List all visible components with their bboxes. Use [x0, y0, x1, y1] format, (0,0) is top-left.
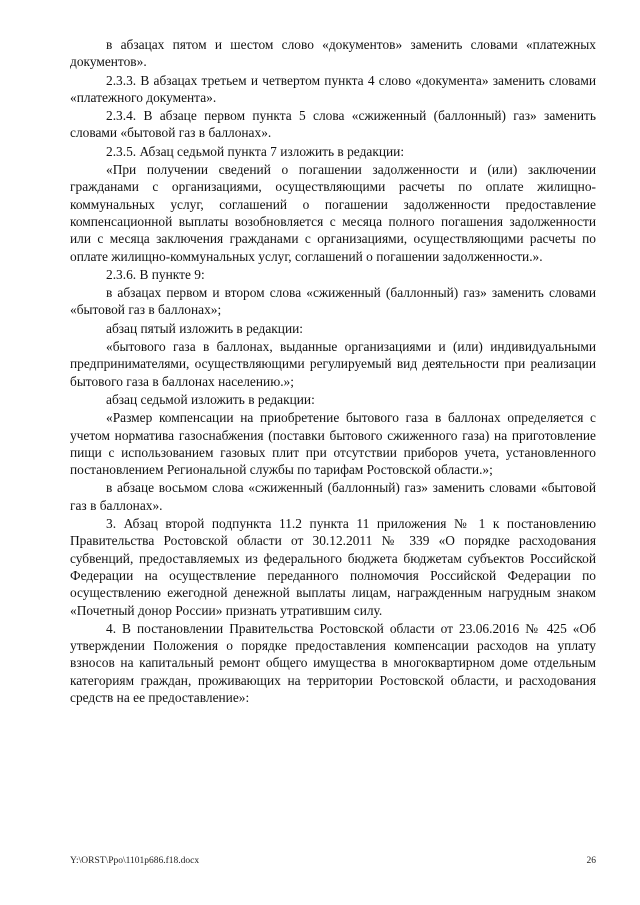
- paragraph-1: в абзацах пятом и шестом слово «документов» заменить словами «платежных документов».: [70, 37, 596, 70]
- paragraph-12: в абзаце восьмом слова «сжиженный (баллонный) газ» заменить словами «бытовой газ в баллонах».: [70, 480, 596, 513]
- paragraph-10: абзац седьмой изложить в редакции:: [106, 391, 315, 407]
- paragraph-7: в абзацах первом и втором слова «сжиженный (баллонный) газ» заменить словами «бытовой газ в баллонах»;: [70, 285, 596, 318]
- paragraph-6: 2.3.6. В пункте 9:: [106, 266, 205, 282]
- paragraph-8: абзац пятый изложить в редакции:: [106, 320, 304, 336]
- paragraph-14: 4. В постановлении Правительства Ростовской области от 23.06.2016 № 425 «Об утверждении Положения о порядке предоставления компенсации расходов на уплату взносов на капитальный ремонт общего имущества в многоквартирном доме отдельным категориям граждан, проживающих на территории Ростовской области, и расходования средств на ее предоставление»:: [70, 620, 596, 705]
- document-body: [70, 36, 596, 707]
- paragraph-9: «бытового газа в баллонах, выданные организациями и (или) индивидуальными предпринимателями, осуществляющими регулируемый вид деятельности при реализации бытового газа в баллонах населению.»;: [70, 339, 596, 389]
- footer-file-path: Y:\ORST\Ppo\1101p686.f18.docx: [70, 856, 200, 866]
- paragraph-13: 3. Абзац второй подпункта 11.2 пункта 11 приложения № 1 к постановлению Правительства Ростовской области от 30.12.2011 № 339 «О порядке расходования субвенций, предоставляемых из федерального бюджета бюджетам субъектов Российской Федерации на осуществление переданного полномочия Российской Федерации по осуществлению ежегодной денежной выплаты лицам, награжденным нагрудным знаком «Почетный донор России» признать утратившим силу.: [70, 516, 596, 618]
- paragraph-3: 2.3.4. В абзаце первом пункта 5 слова «сжиженный (баллонный) газ» заменить словами «бытовой газ в баллонах».: [70, 108, 596, 141]
- paragraph-2: 2.3.3. В абзацах третьем и четвертом пункта 4 слово «документа» заменить словами «платежного документа».: [70, 72, 596, 105]
- paragraph-5: «При получении сведений о погашении задолженности и (или) заключении гражданами с организациями, осуществляющими расчеты по оплате жилищно-коммунальных услуг, соглашений о погашении задолженности предоставление компенсационной выплаты возобновляется с месяца полного погашения задолженности или с месяца заключения гражданами с организациями, осуществляющими расчеты по оплате жилищно-коммунальных услуг, соглашений о погашении задолженности.».: [70, 162, 596, 264]
- page-number: 26: [586, 856, 596, 866]
- paragraph-11: «Размер компенсации на приобретение бытового газа в баллонах определяется с учетом норматива газоснабжения (поставки бытового сжиженного газа) на приготовление пищи с использованием газовых плит при отсутствии приборов учета, установленного постановлением Региональной службы по тарифам Ростовской области.»;: [70, 410, 596, 478]
- paragraph-4: 2.3.5. Абзац седьмой пункта 7 изложить в редакции:: [106, 143, 405, 159]
